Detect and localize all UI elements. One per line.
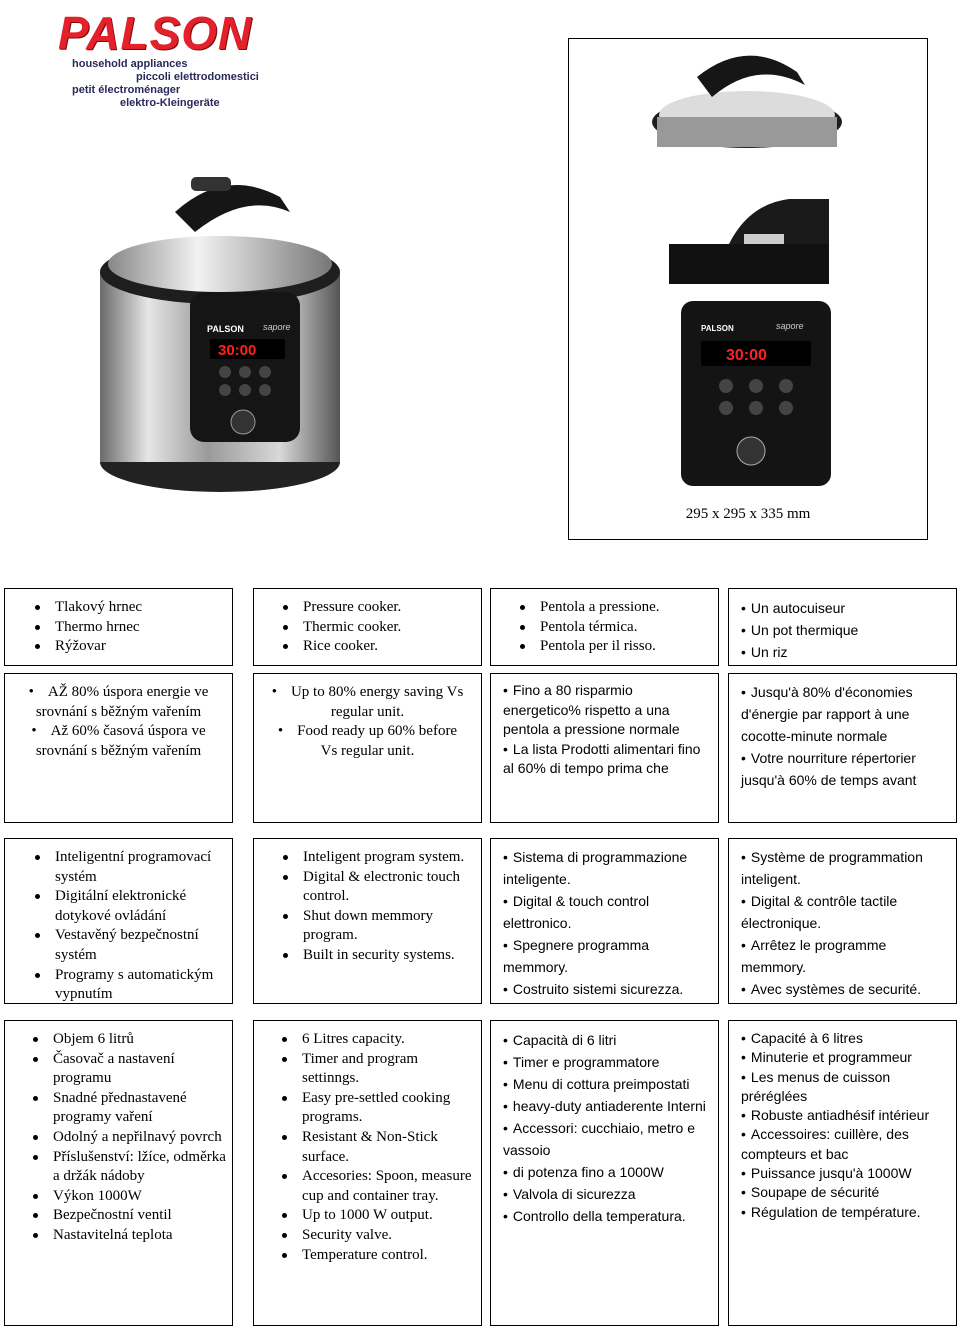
list-item: Pressure cooker. — [281, 598, 481, 618]
panel-display-2: 30:00 — [726, 347, 767, 364]
list-item: • Up to 80% energy saving Vs regular unit. — [268, 683, 467, 722]
panel-model-2: sapore — [776, 321, 804, 331]
row4-en — [253, 1020, 482, 1326]
list-item: • Arrêtez le programme memmory. — [741, 934, 950, 978]
list-item: Nastavitelná teplota — [31, 1226, 226, 1246]
list-item: Inteligentní programovací systém — [33, 848, 226, 887]
logo-tagline-2: piccoli elettrodomestici — [136, 71, 259, 83]
list-item: Temperature control. — [280, 1246, 475, 1266]
row1-en — [253, 588, 482, 666]
list-item: • Food ready up 60% before Vs regular unit. — [268, 722, 467, 761]
product-photo-box — [568, 38, 928, 540]
list-item: • Spegnere programma memmory. — [503, 934, 710, 978]
logo-tagline-4: elektro-Kleingeräte — [120, 97, 220, 109]
list-item: Pentola per il risso. — [518, 637, 718, 657]
lid-photo — [647, 47, 847, 157]
list-item: Timer and program settinngs. — [280, 1050, 475, 1089]
pressure-cooker-image — [95, 172, 345, 502]
list-item: Digital & electronic touch control. — [281, 868, 475, 907]
list-item: Easy pre-settled cooking programs. — [280, 1089, 475, 1128]
row2-it — [490, 673, 719, 823]
row2-en — [253, 673, 482, 823]
list-item: • Costruito sistemi sicurezza. — [503, 978, 710, 1000]
logo-wordmark: PALSON — [58, 7, 253, 59]
list-item: • Un autocuiseur — [741, 597, 956, 619]
row2-fr — [728, 673, 957, 823]
list-item: • AŽ 80% úspora energie ve srovnání s běžným vařením — [19, 683, 218, 722]
list-item: • Robuste antiadhésif intérieur — [741, 1106, 948, 1125]
list-item: Bezpečnostní ventil — [31, 1206, 226, 1226]
logo-tagline-1: household appliances — [72, 58, 188, 70]
list-item: Thermo hrnec — [33, 618, 232, 638]
list-item: Rýžovar — [33, 637, 232, 657]
row4-cs — [4, 1020, 233, 1326]
list-item: • Avec systèmes de securité. — [741, 978, 950, 1000]
panel-display: 30:00 — [218, 342, 257, 359]
list-item: • Menu di cottura preimpostati — [503, 1073, 710, 1095]
logo-tagline-3: petit électroménager — [72, 84, 181, 96]
list-item: • Soupape de sécurité — [741, 1183, 948, 1202]
list-item: • Controllo della temperatura. — [503, 1205, 710, 1227]
list-item: Built in security systems. — [281, 946, 475, 966]
list-item: Objem 6 litrů — [31, 1030, 226, 1050]
list-item: • Un pot thermique — [741, 619, 956, 641]
list-item: • Jusqu'à 80% d'économies d'énergie par rapport à une cocotte-minute normale — [741, 681, 946, 747]
list-item: Security valve. — [280, 1226, 475, 1246]
list-item: Pentola a pressione. — [518, 598, 718, 618]
list-item: • Capacità di 6 litri — [503, 1029, 710, 1051]
row4-it — [490, 1020, 719, 1326]
row3-fr — [728, 838, 957, 1004]
list-item: Výkon 1000W — [31, 1187, 226, 1207]
list-item: • Až 60% časová úspora ve srovnání s běžným vařením — [19, 722, 218, 761]
list-item: Odolný a nepřilnavý povrch — [31, 1128, 226, 1148]
row2-cs — [4, 673, 233, 823]
list-item: • La lista Prodotti alimentari fino al 60% di tempo prima che — [503, 740, 706, 779]
list-item: Shut down memmory program. — [281, 907, 475, 946]
panel-model: sapore — [263, 322, 291, 332]
list-item: Digitální elektronické dotykové ovládání — [33, 887, 226, 926]
list-item: • Accessoires: cuillère, des compteurs et bac — [741, 1125, 948, 1164]
dimensions-label: 295 x 295 x 335 mm — [685, 506, 811, 522]
list-item: Inteligent program system. — [281, 848, 475, 868]
row3-cs — [4, 838, 233, 1004]
list-item: • Accessori: cucchiaio, metro e vassoio — [503, 1117, 710, 1161]
row3-en — [253, 838, 482, 1004]
list-item: • Capacité à 6 litres — [741, 1029, 948, 1048]
list-item: 6 Litres capacity. — [280, 1030, 475, 1050]
list-item: Snadné přednastavené programy vaření — [31, 1089, 226, 1128]
list-item: • Votre nourriture répertorier jusqu'à 60% de temps avant — [741, 747, 946, 791]
valve-photo — [669, 194, 829, 284]
list-item: Příslušenství: lžíce, odměrka a držák nádoby — [31, 1148, 226, 1187]
list-item: • Fino a 80 risparmio energetico% rispetto a una pentola a pressione normale — [503, 681, 706, 740]
list-item: Resistant & Non-Stick surface. — [280, 1128, 475, 1167]
list-item: • di potenza fino a 1000W — [503, 1161, 710, 1183]
list-item: • Sistema di programmazione inteligente. — [503, 846, 710, 890]
list-item: Pentola térmica. — [518, 618, 718, 638]
list-item: Accesories: Spoon, measure cup and container tray. — [280, 1167, 475, 1206]
list-item: • Puissance jusqu'à 1000W — [741, 1164, 948, 1183]
list-item: Programy s automatickým vypnutím — [33, 966, 226, 1004]
panel-brand: PALSON — [207, 324, 244, 334]
row3-it — [490, 838, 719, 1004]
list-item: • Régulation de température. — [741, 1203, 948, 1222]
list-item: Thermic cooker. — [281, 618, 481, 638]
brand-logo — [58, 8, 298, 110]
list-item: • Digital & contrôle tactile électronique. — [741, 890, 950, 934]
list-item: • Système de programmation inteligent. — [741, 846, 950, 890]
row1-fr — [728, 588, 957, 666]
list-item: Vestavěný bezpečnostní systém — [33, 926, 226, 965]
list-item: Časovač a nastavení programu — [31, 1050, 226, 1089]
list-item: • Les menus de cuisson préréglées — [741, 1068, 948, 1107]
list-item: Up to 1000 W output. — [280, 1206, 475, 1226]
list-item: • Un riz — [741, 641, 956, 663]
panel-brand-2: PALSON — [701, 324, 734, 333]
list-item: • Digital & touch control elettronico. — [503, 890, 710, 934]
list-item: • Valvola di sicurezza — [503, 1183, 710, 1205]
row1-it — [490, 588, 719, 666]
list-item: Tlakový hrnec — [33, 598, 232, 618]
row4-fr — [728, 1020, 957, 1326]
list-item: • Minuterie et programmeur — [741, 1048, 948, 1067]
list-item: • Timer e programmatore — [503, 1051, 710, 1073]
list-item: Rice cooker. — [281, 637, 481, 657]
list-item: • heavy-duty antiaderente Interni — [503, 1095, 710, 1117]
control-panel-photo — [681, 301, 831, 486]
row1-cs — [4, 588, 233, 666]
